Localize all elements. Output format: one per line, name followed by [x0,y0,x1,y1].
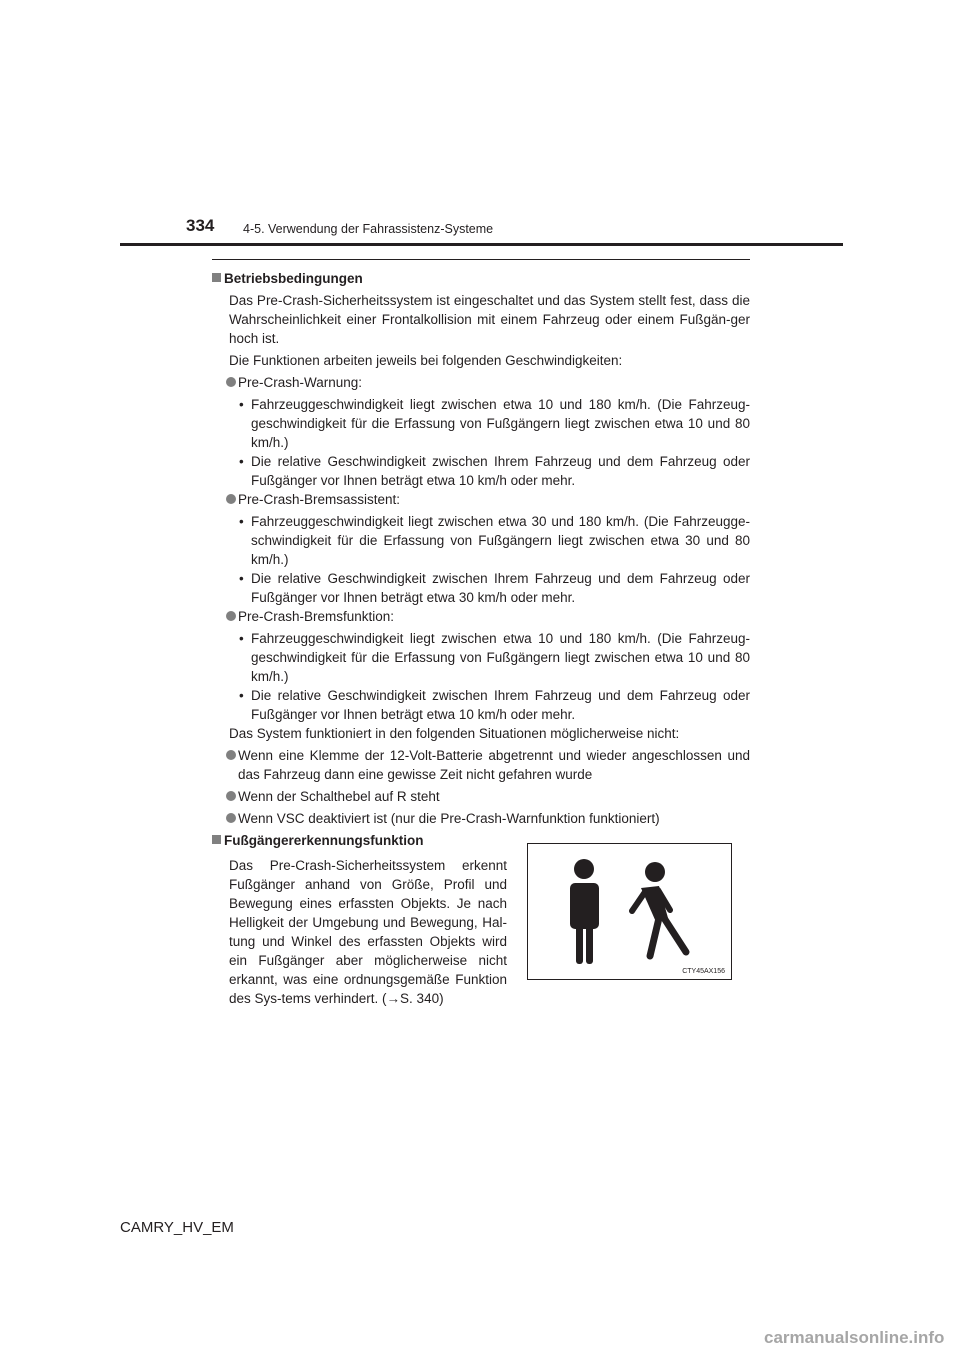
round-bullet-icon [226,377,236,387]
page-number: 334 [186,216,215,235]
limitation-item: Wenn VSC deaktiviert ist (nur die Pre-Crash-Warnfunktion funktioniert) [212,809,750,828]
condition-item: • Die relative Geschwindigkeit zwischen Ihrem Fahrzeug und dem Fahrzeug oder Fußgänger vor Ihnen beträgt etwa 30 km/h oder mehr. [239,571,750,605]
square-bullet-icon [212,835,221,844]
condition-item: • Die relative Geschwindigkeit zwischen Ihrem Fahrzeug und dem Fahrzeug oder Fußgänger vor Ihnen beträgt etwa 10 km/h oder mehr. [239,454,750,488]
pedestrian-figures-icon [528,844,731,979]
function-title: Pre-Crash-Bremsassistent: [212,490,750,509]
watermark: carmanualsonline.info [764,1328,945,1347]
main-content [212,269,750,850]
square-bullet-icon [212,273,221,282]
limitation-item: Wenn eine Klemme der 12-Volt-Batterie abgetrennt und wieder angeschlossen und das Fahrzeug dann eine gewisse Zeit nicht gefahren wurde [212,746,750,784]
round-bullet-icon [226,791,236,801]
pedestrian-illustration [527,843,732,980]
function-title: Pre-Crash-Bremsfunktion: [212,607,750,626]
model-code: CAMRY_HV_EM [120,1219,234,1236]
not-working-intro: Das System funktioniert in den folgenden Situationen möglicherweise nicht: [229,726,680,741]
figure-code: CTY45AX156 [682,968,725,975]
condition-item: • Die relative Geschwindigkeit zwischen Ihrem Fahrzeug und dem Fahrzeug oder Fußgänger vor Ihnen beträgt etwa 10 km/h oder mehr. [239,688,750,722]
section-heading-betriebsbedingungen: Betriebsbedingungen [212,269,750,288]
intro-paragraph: Das Pre-Crash-Sicherheitssystem ist eingeschaltet und das System stellt fest, dass die Wahrscheinlichkeit einer Frontalkollision mit einem Fahrzeug oder einem Fußgän-ger hoch ist. [229,293,750,346]
condition-item: • Fahrzeuggeschwindigkeit liegt zwischen etwa 10 und 180 km/h. (Die Fahrzeug-geschwindigkeit für die Erfassung von Fußgängern liegt zwischen etwa 10 und 80 km/h.) [239,631,750,684]
section-heading-fussgaenger: Fußgängererkennungsfunktion [212,831,750,850]
round-bullet-icon [226,813,236,823]
round-bullet-icon [226,494,236,504]
function-title: Pre-Crash-Warnung: [212,373,750,392]
round-bullet-icon [226,611,236,621]
section-title: 4-5. Verwendung der Fahrassistenz-Systeme [243,222,494,236]
pedestrian-detection-text: Das Pre-Crash-Sicherheitssystem erkennt Fußgänger anhand von Größe, Profil und Bewegung eines erfassten Objekts. Je nach Helligkeit der Umgebung und Bewegung, Hal-tung und Winkel des erfassten Objekts wird ein Fußgänger aber möglicherweise nicht erkannt, was eine ordnungsgemäße Funktion des Sys-tems verhindert. (→S. 340) [229,857,507,1006]
round-bullet-icon [226,750,236,760]
limitation-item: Wenn der Schalthebel auf R steht [212,787,750,806]
condition-item: • Fahrzeuggeschwindigkeit liegt zwischen etwa 30 und 180 km/h. (Die Fahrzeugge-schwindigkeit für die Erfassung von Fußgängern liegt zwischen etwa 30 und 80 km/h.) [239,514,750,567]
header-rule [120,243,843,246]
condition-item: • Fahrzeuggeschwindigkeit liegt zwischen etwa 10 und 180 km/h. (Die Fahrzeug-geschwindigkeit für die Erfassung von Fußgängern liegt zwischen etwa 10 und 80 km/h.) [239,397,750,450]
content-rule [212,259,750,260]
speeds-intro: Die Funktionen arbeiten jeweils bei folgenden Geschwindigkeiten: [229,353,623,368]
